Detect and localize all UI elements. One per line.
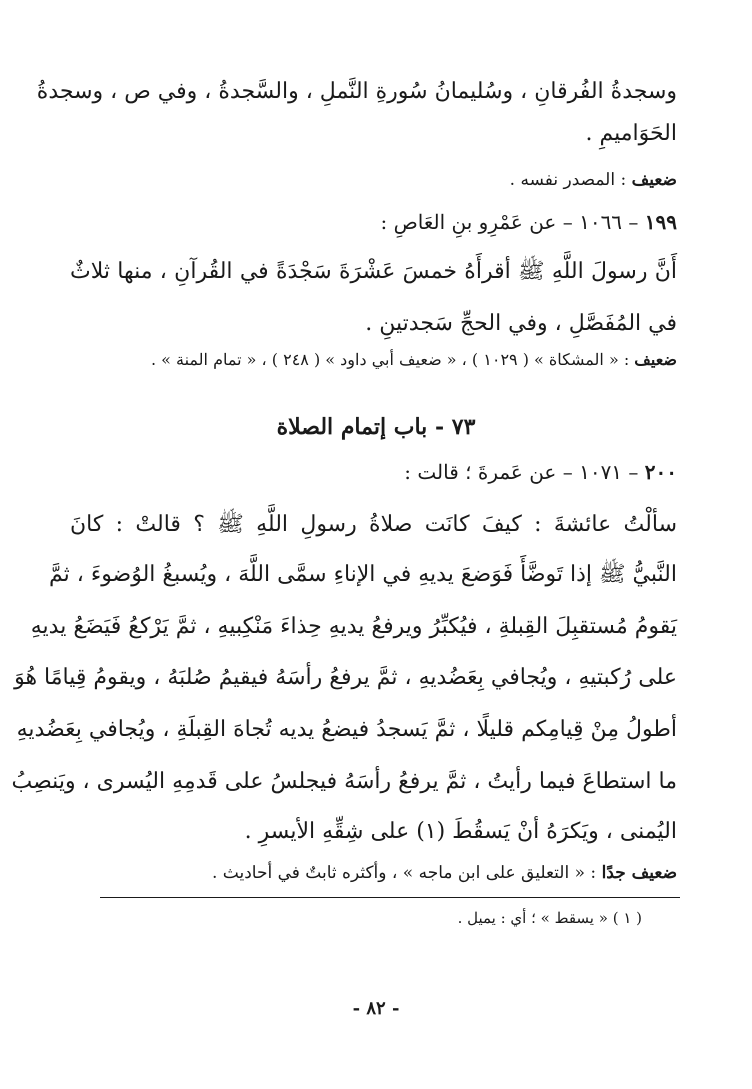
grading-line bbox=[70, 343, 677, 377]
hadith-ref-line bbox=[70, 455, 677, 489]
text-line: وسجدةُ الفُرقانِ ، وسُليمانُ سُورةِ النَّملِ ، والسَّجدةُ ، وفي ص ، وسجدةُ bbox=[36, 79, 677, 104]
grading-label: ضعيف bbox=[634, 350, 677, 369]
footnote-divider bbox=[100, 897, 680, 898]
text-line: اليُمنى ، ويَكرَهُ أنْ يَسقُطَ (١) على شِقِّهِ الأيسرِ . bbox=[244, 819, 677, 844]
grading-line bbox=[70, 856, 677, 890]
footnote: ( ١ ) « يسقط » ؛ أي : يميل . bbox=[457, 909, 642, 927]
chapter-heading: ٧٣ - باب إتمام الصلاة bbox=[276, 414, 476, 440]
text-line: أطولُ مِنْ قِيامِكم قليلًا ، ثمَّ يَسجدُ فيضعُ يديه تُجاهَ القِبلَةِ ، ويُجافي بِعَضُديهِ bbox=[16, 717, 677, 742]
text-line: الحَوَاميمِ . bbox=[585, 121, 677, 146]
text-line: النَّبيُّ ﷺ إذا تَوضَّأَ فَوَضعَ يديهِ في الإناءِ سمَّى اللَّهَ ، ويُسبغُ الوُضوءَ ، ثمَّ bbox=[49, 562, 677, 587]
grading-text: : « التعليق على ابن ماجه » ، وأكثره ثابتٌ في أحاديث . bbox=[211, 863, 597, 883]
text-line: ما استطاعَ فيما رأيتُ ، ثمَّ يرفعُ رأسَهُ فيجلسُ على قَدمِهِ اليُسرى ، ويَنصِبُ bbox=[11, 769, 677, 794]
hadith-number: ١٩٩ bbox=[644, 210, 677, 234]
hadith-ref-line bbox=[70, 205, 677, 239]
page-number: - ٨٢ - bbox=[352, 998, 400, 1019]
text-line: أَنَّ رسولَ اللَّهِ ﷺ أقرأَهُ خمسَ عَشْرَةَ سَجْدَةً في القُرآنِ ، منها ثلاثٌ bbox=[70, 259, 677, 284]
grading-line bbox=[70, 163, 677, 197]
text-line: يَقومُ مُستقبِلَ القِبلةِ ، فيُكبِّرُ ويرفعُ يديهِ حِذاءَ مَنْكِبيهِ ، ثمَّ يَرْكعُ فَيَضَعُ يديهِ bbox=[30, 614, 677, 639]
grading-text: : المصدر نفسه . bbox=[509, 170, 627, 190]
grading-text: : « المشكاة » ( ١٠٢٩ ) ، « ضعيف أبي داود » ( ٢٤٨ ) ، « تمام المنة » . bbox=[150, 350, 630, 369]
hadith-ref: – ١٠٦٦ – عن عَمْرِو بنِ العَاصِ : bbox=[380, 210, 639, 234]
grading-label: ضعيف جدًا bbox=[601, 863, 677, 883]
text-line: على رُكبتيهِ ، ويُجافي بِعَضُديهِ ، ثمَّ يرفعُ رأسَهُ فيقيمُ صُلبَهُ ، ويقومُ قِيامًا هُوَ bbox=[14, 665, 677, 690]
text-line: سألْتُ عائشةَ : كيفَ كانَت صلاةُ رسولِ اللَّهِ ﷺ ؟ قالتْ : كانَ bbox=[70, 512, 677, 537]
hadith-number: ٢٠٠ bbox=[644, 460, 677, 484]
hadith-ref: – ١٠٧١ – عن عَمرةَ ؛ قالت : bbox=[404, 460, 639, 484]
text-line: في المُفَصَّلِ ، وفي الحجِّ سَجدتينِ . bbox=[365, 311, 677, 336]
grading-label: ضعيف bbox=[631, 170, 677, 190]
